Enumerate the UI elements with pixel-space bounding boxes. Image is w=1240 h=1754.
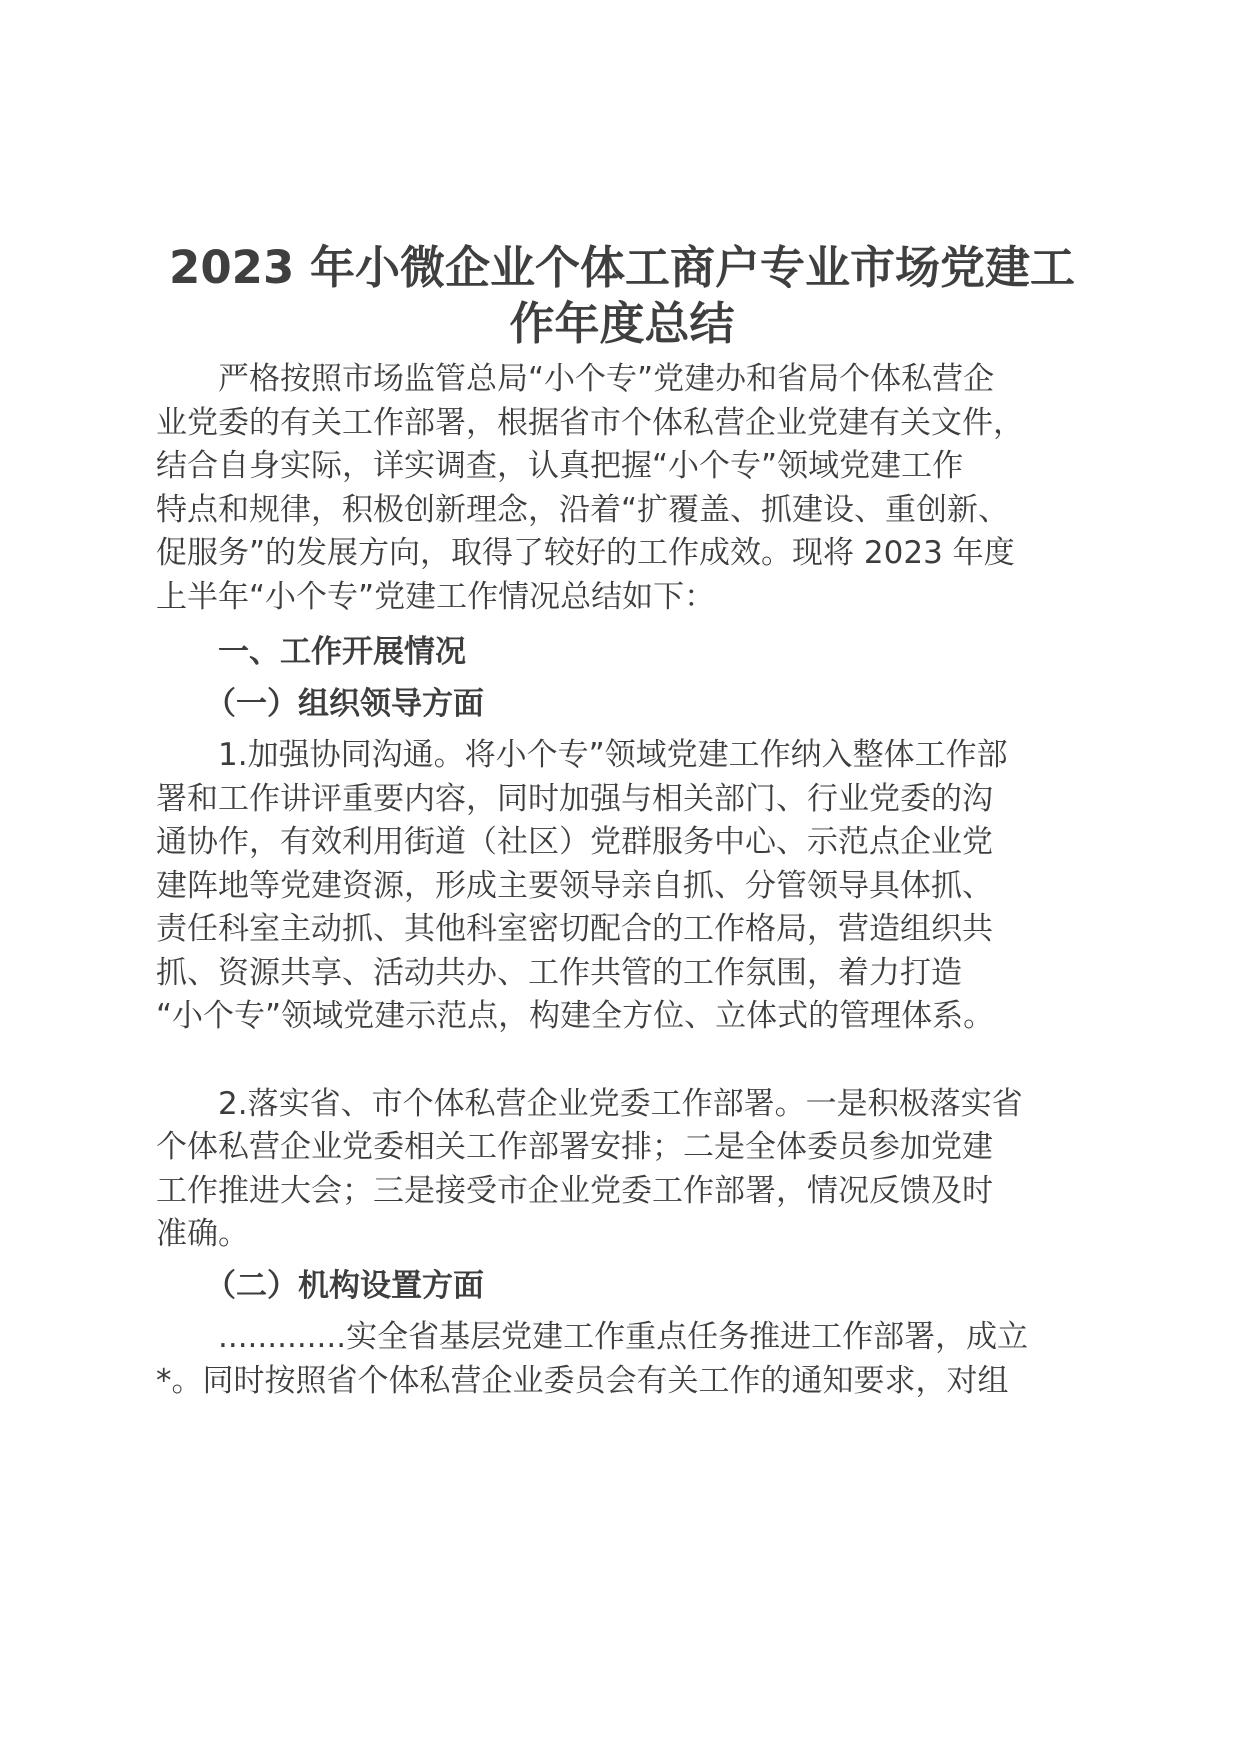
subsection-heading: （一）组织领导方面: [205, 685, 484, 722]
text-line: 责任科室主动抓、其他科室密切配合的工作格局，营造组织共: [156, 911, 993, 947]
text-line: 抓、资源共享、活动共办、工作共管的工作氛围，着力打造: [156, 954, 962, 991]
subsection-heading: （二）机构设置方面: [205, 1267, 484, 1304]
document-title: [156, 240, 1088, 352]
text-line: 准确。: [156, 1216, 249, 1252]
section-heading: 一、工作开展情况: [218, 634, 466, 670]
body-paragraph: [156, 1316, 1088, 1403]
text-line: .............实全省基层党建工作重点任务推进工作部署，成立: [218, 1319, 1029, 1355]
text-line: 业党委的有关工作部署，根据省市个体私营企业党建有关文件，: [156, 404, 1024, 441]
text-line: 建阵地等党建资源，形成主要领导亲自抓、分管领导具体抓、: [156, 867, 993, 904]
text-line: 2.落实省、市个体私营企业党委工作部署。一是积极落实省: [218, 1085, 1023, 1122]
document-page: [156, 240, 1088, 1403]
text-line: 严格按照市场监管总局“小个专”党建办和省局个体私营企: [218, 361, 995, 397]
title-line: 作年度总结: [509, 297, 735, 350]
text-line: 1.加强协同沟通。将小个专”领域党建工作纳入整体工作部: [218, 737, 1008, 773]
text-line: 上半年“小个专”党建工作情况总结如下：: [156, 578, 716, 615]
body-paragraph: [156, 734, 1088, 1039]
document-body: [156, 358, 1088, 1403]
text-line: 促服务”的发展方向，取得了较好的工作成效。现将 2023 年度: [156, 535, 1015, 571]
text-line: 通协作，有效利用街道（社区）党群服务中心、示范点企业党: [156, 824, 993, 860]
title-line: 2023 年小微企业个体工商户专业市场党建工: [169, 241, 1075, 294]
text-line: 结合自身实际，详实调查，认真把握“小个专”领域党建工作: [156, 448, 964, 484]
text-line: 个体私营企业党委相关工作部署安排；二是全体委员参加党建: [156, 1129, 993, 1165]
text-line: “小个专”领域党建示范点，构建全方位、立体式的管理体系。: [156, 998, 995, 1034]
text-line: 署和工作讲评重要内容，同时加强与相关部门、行业党委的沟: [156, 780, 993, 817]
intro-paragraph: [156, 358, 1088, 619]
text-line: 工作推进大会；三是接受市企业党委工作部署，情况反馈及时: [156, 1172, 993, 1209]
text-line: *。同时按照省个体私营企业委员会有关工作的通知要求，对组: [156, 1362, 1009, 1399]
text-line: 特点和规律，积极创新理念，沿着“扩覆盖、抓建设、重创新、: [156, 491, 1010, 528]
body-paragraph: [156, 1083, 1088, 1257]
